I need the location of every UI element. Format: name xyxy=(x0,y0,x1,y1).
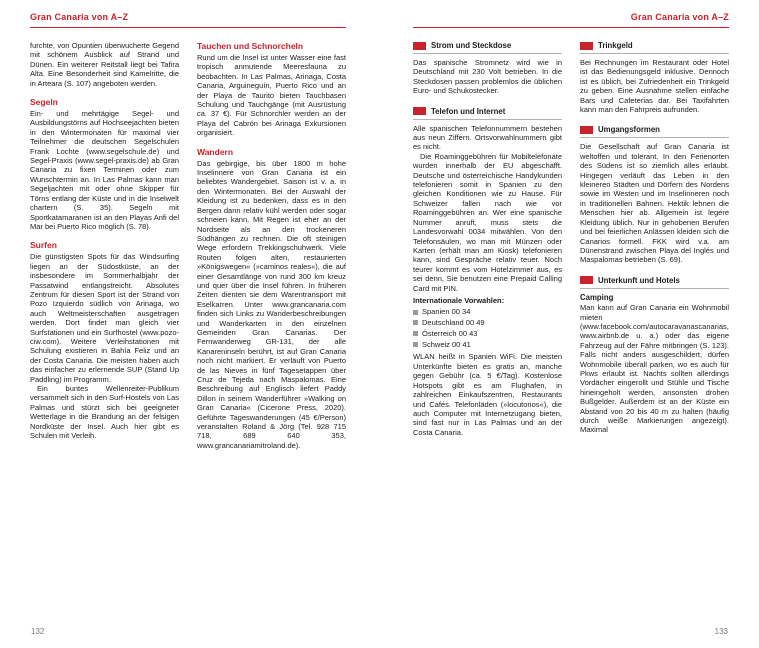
page-number-left: 132 xyxy=(31,627,45,636)
surfen-paragraph-2: Ein buntes Wellenreiter-Publikum versammelt sich in den Surf-Hostels von Las Palmas und stürzt sich bei geeigneter Wetterlage in die Brandung an der felsigen Nordküste der Insel. Auch hier gibt es Schulen mit Verleih. xyxy=(30,384,179,441)
umgangsformen-paragraph: Die Gesellschaft auf Gran Canaria ist weltoffen und tolerant. In den Ferienorten des Südens ist so ziemlich alles erlaubt. Hingegen verläuft das Leben in den kleineren Städten und Dörfern des Nordens sowie im Westen und im Inselinneren noch in traditionellen Bahnen. Hektik lehnen die Menschen hier ab. Allgemein ist legere Kleidung üblich. Nur in gehobenen Berufen und bei feierlichen Anlässen kleiden sich die Canarios formell. FKK wird v.a. am Dünenstrand zwischen Playa del Inglés und Maspalomas betrieben (S. 69). xyxy=(580,142,729,265)
list-item-label: Österreich 00 43 xyxy=(422,329,478,339)
list-item-label: Schweiz 00 41 xyxy=(422,340,471,350)
list-item-deutschland xyxy=(413,318,562,327)
running-header-left: Gran Canaria von A–Z xyxy=(30,12,346,28)
page-left xyxy=(30,12,346,648)
column-3 xyxy=(413,41,562,437)
vorwahlen-heading: Internationale Vorwahlen: xyxy=(413,295,505,305)
square-bullet-icon xyxy=(413,342,418,347)
column-4 xyxy=(580,41,729,435)
vorwahlen-list xyxy=(413,307,562,349)
section-title-umgangsformen: Umgangsformen xyxy=(598,125,660,135)
wlan-paragraph: WLAN heißt in Spanien WiFi. Die meisten Unterkünfte bieten es gratis an, manche gegen Gebühr (ca. 5 €/Tag). Kostenlose Hotspots gibt es am Flughafen, in zahlreichen Einkaufszentren, Restaurants und Cafés. Telefonläden (»locutorios«), die auch Computer mit Internetzugang bieten, sind fast nur in Las Palmas und an der Costa Canaria. xyxy=(413,352,562,437)
page-right xyxy=(413,12,729,648)
square-bullet-icon xyxy=(413,331,418,336)
page-number-right: 133 xyxy=(714,627,728,636)
section-header-strom xyxy=(413,41,562,54)
subsection-title-camping: Camping xyxy=(580,292,614,302)
section-title-unterkunft: Unterkunft und Hotels xyxy=(598,275,680,285)
list-item-schweiz xyxy=(413,340,562,349)
trinkgeld-paragraph: Bei Rechnungen im Restaurant oder Hotel ist das Bedienungsgeld inklusive. Dennoch ist es üblich, bei Zufriedenheit ein Trinkgeld zu geben. Eine Ausnahme stellen einfache Bars und Cafeterias dar. Bei Taxifahrten kann man den Fahrpreis aufrunden. xyxy=(580,58,729,115)
column-2 xyxy=(197,41,346,450)
surfen-paragraph-1: Die günstigsten Spots für das Windsurfing liegen an der Südostküste, an der insbesondere im Sommerhalbjahr der Passatwind entlangstreicht. Absolutes Zentrum für diesen Sport ist der Strand von Pozo Izquierdo südlich von Arinaga, wo auch Weltmeisterschaften ausgetragen werden. Dort findet man gleich vier Surfstationen und ein Surfhostel (www.pozo-ciw.com). Weitere Verleihstationen mit Schulung existieren in Bahía Feliz und an der Costa Canaria. Die meisten haben auch das einfacher zu erlernende SUP (Stand Up Paddling) im Programm. xyxy=(30,252,179,384)
continuation-paragraph: furchte, von Opuntien überwucherte Gegend mit schönem Ausblick auf Strand und Dünen. Ein weiterer Reitstall liegt bei Tafira Alta. Eine Besonderheit sind Kamelritte, die in Arteara (S. 107) angeboten werden. xyxy=(30,41,179,88)
telefon-paragraph-1: Alle spanischen Telefonnummern bestehen aus neun Ziffern. Ortsvorwahlnummern gibt es nicht. xyxy=(413,123,562,152)
list-item-label: Deutschland 00 49 xyxy=(422,318,485,328)
section-title-wandern: Wandern xyxy=(197,146,234,157)
list-item-spanien xyxy=(413,307,562,316)
section-title-trinkgeld: Trinkgeld xyxy=(598,41,633,50)
section-header-telefon xyxy=(413,107,562,120)
section-marker-icon xyxy=(580,276,593,284)
section-header-unterkunft xyxy=(580,276,729,289)
segeln-paragraph: Ein- und mehrtägige Segel- und Ausbildungstörns auf Hochseejachten bieten in den Wintermonaten für maximal vier Teilnehmer die deutschen Segelschulen Frank Lochte (www.segelschule.de) und Segel-Praxis (www.segel-praxis.de) ab Gran Canaria zu fixen Terminen oder zum Wunschtermin an. In Las Palmas kann man Segeljachten mit oder ohne Skipper für Törns entlang der Küste und in die Inselwelt chartern (S. 35). Segeln mit Sportkatamaranen ist an den Playas Anfi del Mar bei Puerto Rico möglich (S. 78). xyxy=(30,109,179,231)
wandern-paragraph: Das gebirgige, bis über 1800 m hohe Inselinnere von Gran Canaria ist ein beliebtes Wandergebiet. Saison ist v. a. in den Wintermonaten. Bei der Auswahl der Kleidung ist zu bedenken, dass es in den Bergen dann relativ kühl werden oder sogar schneien kann. Mit Regen ist eher an der Nordseite als an den trockeneren Südhängen zu rechnen. Die oft steinigen Wege erfordern Trekkingschuhwerk. Viele Routen folgen alten, restaurierten »Königswegen« (»caminos reales«), die auf einer Gesamtlänge von rund 300 km kreuz und quer über die Insel führen. In früheren Zeiten dienten sie dem Warentransport mit Eselkarren. Unter www.grancanaria.com finden sich Links zu Wanderbeschreibungen und Wanderkarten in den einzelnen Gemeinden Gran Canarias. Der Fernwanderweg GR-131, der alle Kanareninseln berührt, ist auf Gran Canaria noch nicht markiert. Er verläuft von Puerto de las Nieves in fünf Tagesetappen über Cruz de Tejeda nach Maspalomas. Eine Beschreibung auf Englisch liefert Paddy Dillon in seinem Wanderführer »Walking on Gran Canaria« (Cicerone Press, 2020). Geführte Tageswanderungen (45 €/Person) veranstalten Roland & Jörg (Tel. 928 715 718, 689 640 353, www.grancanariamitroland.de). xyxy=(197,158,346,450)
telefon-paragraph-2: Die Roaminggebühren für Mobiltelefonate wurden innerhalb der EU abgeschafft. Deutsche und österreichische Handykunden telefonieren somit in Spanien zu den gleichen Konditionen wie zu Hause. Für Schweizer fallen nach wie vor Roaminggebühren an. Wer eine spanische Nummer anruft, muss stets die Landesvorwahl 0034 mitwählen. Von den Telefonsäulen, wo man mit Münzen oder Karten (erhält man am Kiosk) telefonieren kann, sind Gespräche relativ teuer. Noch teurer kommt es vom Hotelzimmer aus, es sei denn, Sie benutzen eine Prepaid Calling Card mit PIN. xyxy=(413,151,562,293)
section-marker-icon xyxy=(580,126,593,134)
section-title-tauchen: Tauchen und Schnorcheln xyxy=(197,41,304,51)
list-item-label: Spanien 00 34 xyxy=(422,307,471,317)
section-title-telefon: Telefon und Internet xyxy=(431,106,506,116)
list-item-oesterreich xyxy=(413,329,562,338)
square-bullet-icon xyxy=(413,320,418,325)
section-header-trinkgeld xyxy=(580,41,729,54)
right-page-columns xyxy=(413,41,729,648)
square-bullet-icon xyxy=(413,310,418,315)
section-title-strom: Strom und Steckdose xyxy=(431,41,512,50)
column-1 xyxy=(30,41,179,440)
section-marker-icon xyxy=(413,107,426,115)
tauchen-paragraph: Rund um die Insel ist unter Wasser eine fast tropisch anmutende Meeresfauna zu beobachten. In Las Palmas, Arinaga, Costa Canaria, Arguineguín, Puerto Rico und an der Playa de Taurito bieten Tauchbasen Schulung und Tauchgänge (mit Ausrüstung ca. 37 €). Für Schnorchler werden an der Playa del Cabrón bei Arinaga Exkursionen organisiert. xyxy=(197,53,346,138)
strom-paragraph: Das spanische Stromnetz wird wie in Deutschland mit 230 Volt betrieben. In die Steckdosen passen problemlos die üblichen Euro- und Schukostecker. xyxy=(413,58,562,96)
left-page-columns xyxy=(30,41,346,648)
section-title-segeln: Segeln xyxy=(30,97,58,108)
section-marker-icon xyxy=(413,42,426,50)
running-header-right: Gran Canaria von A–Z xyxy=(413,12,729,28)
section-marker-icon xyxy=(580,42,593,50)
section-header-umgangsformen xyxy=(580,125,729,138)
section-title-surfen: Surfen xyxy=(30,240,57,251)
camping-paragraph: Man kann auf Gran Canaria ein Wohnmobil mieten (www.facebook.com/autocaravanascanarias, www.airbnb.de u. a.) oder das eigene Fahrzeug auf der Fähre mitbringen (S. 123). Falls nicht anders ausgeschildert, dürfen Wohnmobile überall parken, wo es auch für Pkws erlaubt ist. Nachts sollten allerdings Vordächer eingerollt und Stühle und Tische hineingeholt werden, ansonsten drohen Bußgelder. Außerdem ist an der Küste ein Abstand von 20 bis 40 m zu halten (häufig durch weiße Markierungen angezeigt). Maximal xyxy=(580,303,729,435)
